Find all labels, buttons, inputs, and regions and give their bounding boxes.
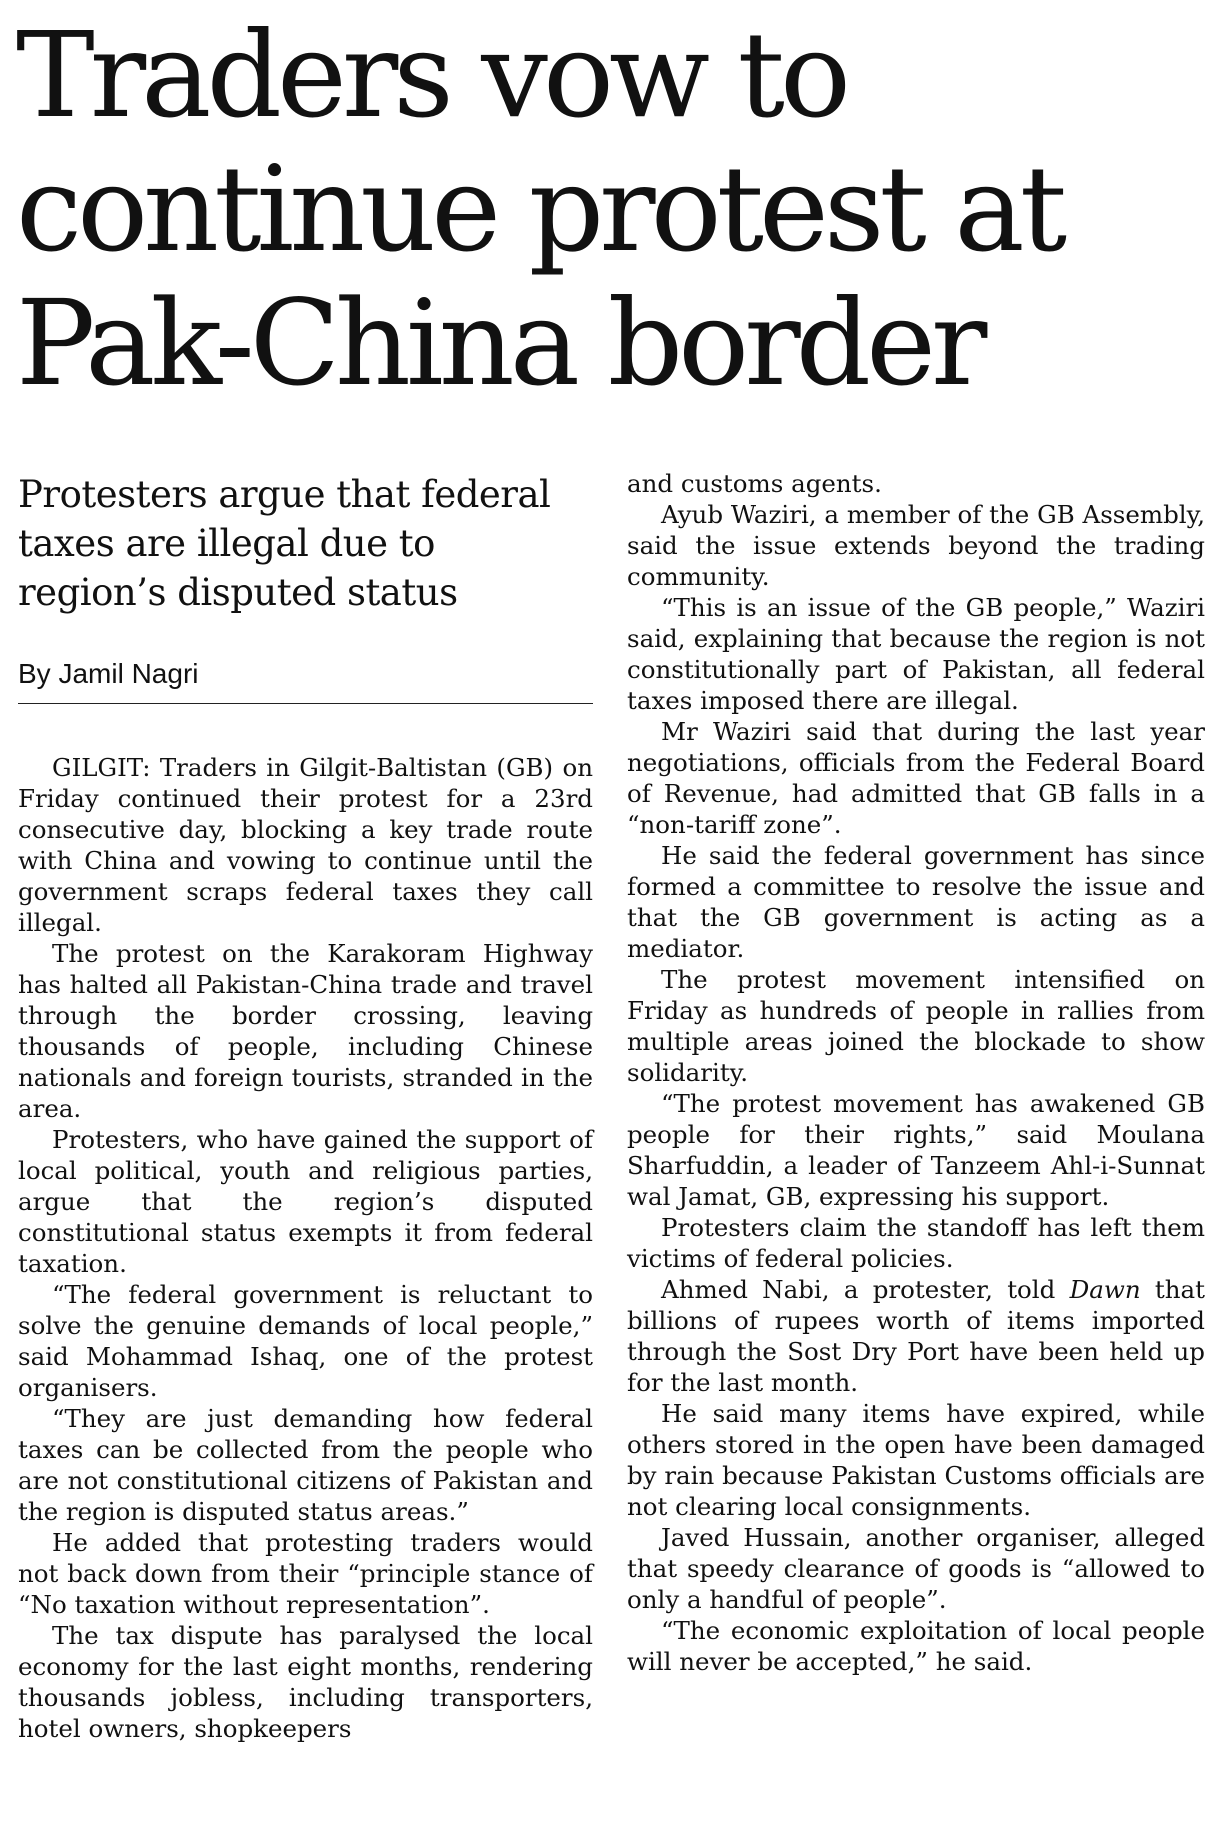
nabi-text-after: that billions of rupees worth of items imported through the Sost Dry Port have been held up for the last month. — [627, 1275, 1205, 1397]
byline-spacer — [18, 704, 593, 752]
publication-name: Dawn — [1069, 1275, 1141, 1304]
paragraph: “The protest movement has awakened GB people for their rights,” said Moulana Sharfuddin, a leader of Tanzeem Ahl-i-Sunnat wal Jamat, GB, expressing his support. — [627, 1089, 1205, 1211]
paragraph: Protesters, who have gained the support of local political, youth and religious parties, argue that the region’s disputed constitutional status exempts it from federal taxation. — [18, 1125, 593, 1278]
paragraph-nabi — [627, 1274, 1205, 1398]
paragraph: Ayub Waziri, a member of the GB Assembly, said the issue extends beyond the trading community. — [627, 500, 1205, 591]
deck: Protesters argue that federal taxes are illegal due to region’s disputed status — [18, 473, 551, 614]
paragraph: He said the federal government has since formed a committee to resolve the issue and that the GB government is acting as a mediator. — [627, 841, 1205, 963]
paragraph-continued: and customs agents. — [627, 469, 882, 498]
headline: Traders vow to continue protest at Pak-China border — [16, 6, 1063, 412]
paragraph: The tax dispute has paralysed the local economy for the last eight months, rendering thousands jobless, including transporters, hotel owners, shopkeepers — [18, 1621, 593, 1743]
nabi-text-before: Ahmed Nabi, a protester, told — [661, 1275, 1070, 1304]
paragraph: Protesters claim the standoff has left them victims of federal policies. — [627, 1213, 1205, 1273]
paragraph: He said many items have expired, while others stored in the open have been damaged by rain because Pakistan Customs officials are not clearing local consignments. — [627, 1399, 1205, 1521]
paragraph: “The federal government is reluctant to solve the genuine demands of local people,” said Mohammad Ishaq, one of the protest organisers. — [18, 1280, 593, 1402]
paragraph: “They are just demanding how federal taxes can be collected from the people who are not constitutional citizens of Pakistan and the region is disputed status areas.” — [18, 1404, 593, 1526]
left-column — [18, 470, 593, 1744]
paragraph: Javed Hussain, another organiser, alleged that speedy clearance of goods is “allowed to only a handful of people”. — [627, 1523, 1205, 1614]
paragraph: Mr Waziri said that during the last year negotiations, officials from the Federal Board of Revenue, had admitted that GB falls in a “non-tariff zone”. — [627, 717, 1205, 839]
paragraph: He added that protesting traders would not back down from their “principle stance of “No taxation without representation”. — [18, 1528, 593, 1619]
paragraph: The protest on the Karakoram Highway has halted all Pakistan-China trade and travel through the border crossing, leaving thousands of people, including Chinese nationals and foreign tourists, stranded in the area. — [18, 939, 593, 1123]
paragraph: “The economic exploitation of local people will never be accepted,” he said. — [627, 1616, 1205, 1676]
paragraph: “This is an issue of the GB people,” Waziri said, explaining that because the region is not constitutionally part of Pakistan, all federal taxes imposed there are illegal. — [627, 593, 1205, 715]
right-column — [627, 468, 1205, 1677]
byline: By Jamil Nagri — [18, 657, 593, 704]
paragraph: The protest movement intensified on Friday as hundreds of people in rallies from multiple areas joined the blockade to show solidarity. — [627, 965, 1205, 1087]
paragraph: GILGIT: Traders in Gilgit-Baltistan (GB) on Friday continued their protest for a 23rd consecutive day, blocking a key trade route with China and vowing to continue until the government scraps federal taxes they call illegal. — [18, 753, 593, 937]
